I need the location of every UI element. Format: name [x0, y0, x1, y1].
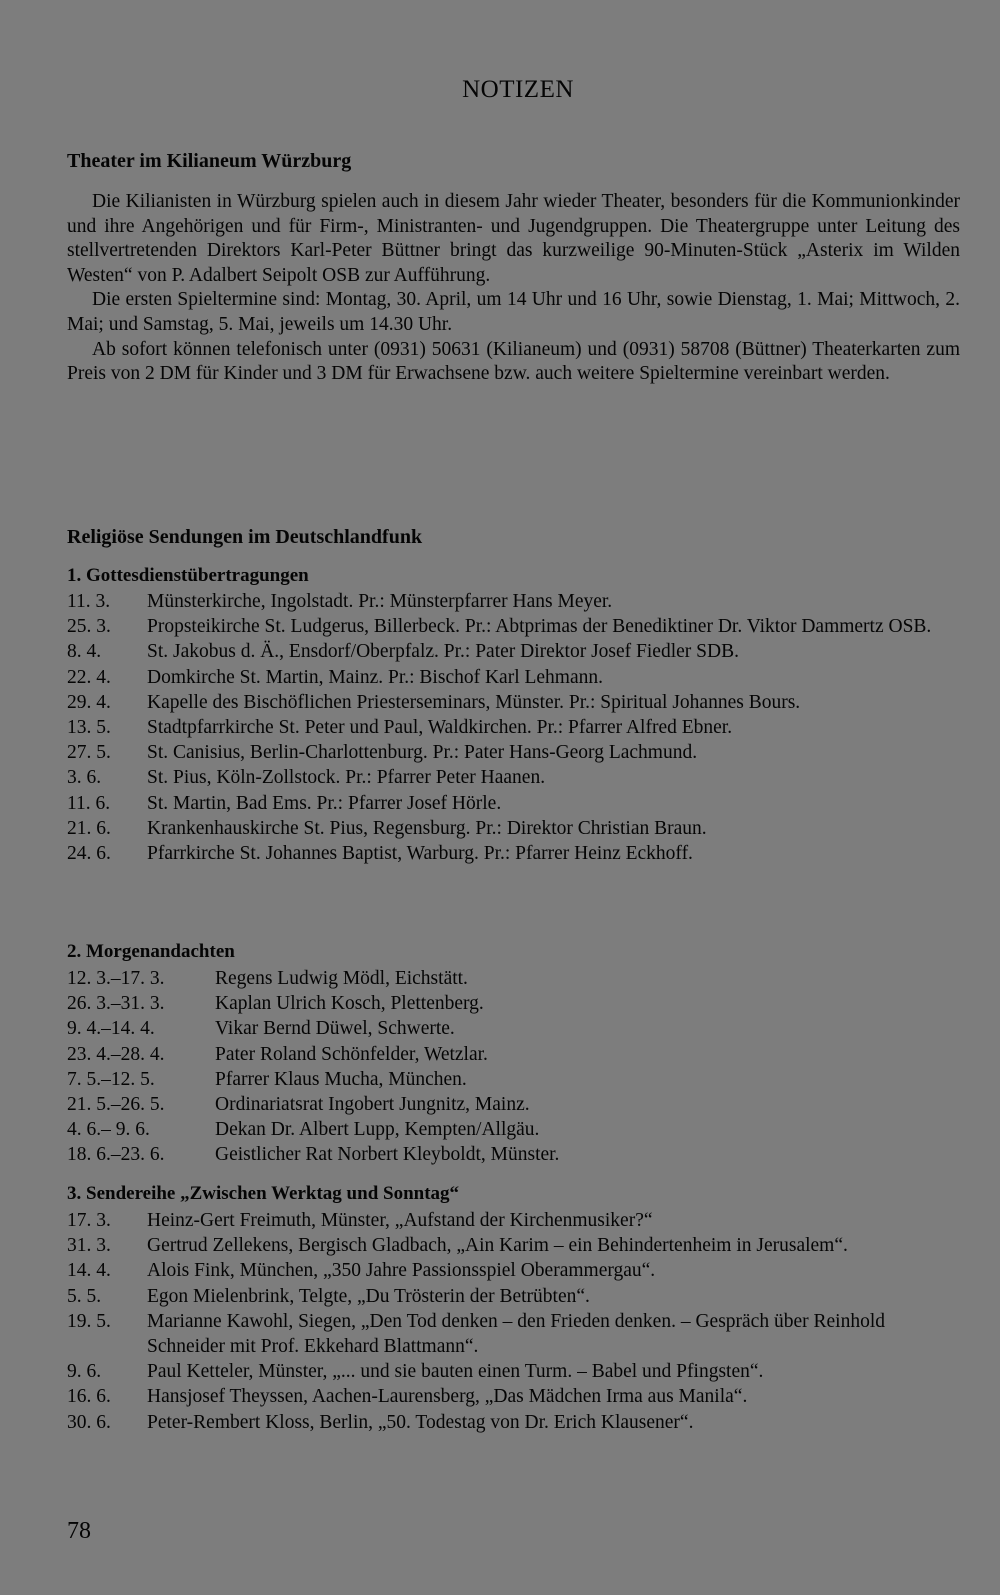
item-text: Pfarrkirche St. Johannes Baptist, Warburg. Pr.: Pfarrer Heinz Eckhoff. — [147, 843, 693, 865]
item-text: Domkirche St. Martin, Mainz. Pr.: Bischof Karl Lehmann. — [147, 666, 604, 688]
item-date: 18. 6.–23. 6. — [67, 1144, 165, 1166]
item-text: Dekan Dr. Albert Lupp, Kempten/Allgäu. — [215, 1119, 540, 1141]
list-item — [67, 1233, 962, 1258]
list-item — [67, 791, 962, 816]
section-title-series: 3. Sendereihe „Zwischen Werktag und Sonntag“ — [67, 1183, 460, 1204]
item-text: St. Martin, Bad Ems. Pr.: Pfarrer Josef Hörle. — [147, 792, 502, 814]
list-item — [67, 1359, 962, 1384]
item-date: 12. 3.–17. 3. — [67, 968, 165, 989]
item-date: 31. 3. — [67, 1235, 111, 1257]
list-item — [67, 1042, 962, 1067]
item-date: 21. 6. — [67, 817, 111, 839]
item-date: 24. 6. — [67, 843, 111, 865]
list-item — [67, 740, 962, 765]
item-text: Propsteikirche St. Ludgerus, Billerbeck. Pr.: Abtprimas der Benediktiner Dr. Viktor Dammertz OSB. — [147, 616, 932, 638]
item-date: 23. 4.–28. 4. — [67, 1043, 165, 1065]
item-text: Geistlicher Rat Norbert Kleyboldt, Münster. — [215, 1144, 560, 1166]
item-date: 5. 5. — [67, 1285, 102, 1307]
list-item — [67, 1142, 962, 1167]
item-text: Regens Ludwig Mödl, Eichstätt. — [215, 968, 468, 989]
list-item — [67, 1208, 962, 1233]
item-text: Marianne Kawohl, Siegen, „Den Tod denken – den Frieden denken. – Gespräch über Reinhold Schneider mit Prof. Ekkehard Blattmann“. — [147, 1310, 885, 1358]
item-text: Stadtpfarrkirche St. Peter und Paul, Waldkirchen. Pr.: Pfarrer Alfred Ebner. — [147, 717, 733, 739]
page-title: NOTIZEN — [462, 76, 574, 103]
item-date: 14. 4. — [67, 1260, 111, 1282]
item-date: 7. 5.–12. 5. — [67, 1068, 155, 1090]
list-item — [67, 841, 962, 866]
item-date: 11. 3. — [67, 591, 111, 612]
item-text: Kaplan Ulrich Kosch, Plettenberg. — [215, 993, 484, 1015]
item-date: 16. 6. — [67, 1386, 111, 1408]
list-item — [67, 614, 962, 639]
list-item — [67, 991, 962, 1016]
item-date: 3. 6. — [67, 767, 102, 789]
page-number: 78 — [67, 1518, 91, 1544]
item-date: 27. 5. — [67, 742, 111, 764]
item-date: 30. 6. — [67, 1411, 111, 1433]
list-item — [67, 1284, 962, 1309]
item-text: Alois Fink, München, „350 Jahre Passionsspiel Oberammergau“. — [147, 1260, 656, 1282]
item-text: St. Canisius, Berlin-Charlottenburg. Pr.: Pater Hans-Georg Lachmund. — [147, 742, 698, 764]
list-item — [67, 665, 962, 690]
article-paragraph-2: Die ersten Spieltermine sind: Montag, 30. April, um 14 Uhr und 16 Uhr, sowie Dienstag, 1. Mai; Mittwoch, 2. Mai; und Samstag, 5. Mai, jeweils um 14.30 Uhr. — [67, 289, 960, 335]
list-item — [67, 816, 962, 841]
item-text: Kapelle des Bischöflichen Priesterseminars, Münster. Pr.: Spiritual Johannes Bours. — [147, 691, 801, 713]
item-date: 9. 4.–14. 4. — [67, 1018, 155, 1040]
list-item — [67, 639, 962, 664]
item-date: 19. 5. — [67, 1310, 111, 1332]
item-text: Vikar Bernd Düwel, Schwerte. — [215, 1018, 455, 1040]
item-text: Hansjosef Theyssen, Aachen-Laurensberg, „Das Mädchen Irma aus Manila“. — [147, 1386, 748, 1408]
item-date: 22. 4. — [67, 666, 111, 688]
item-date: 8. 4. — [67, 641, 102, 663]
services-list — [67, 589, 962, 866]
list-item — [67, 1258, 962, 1283]
item-text: Gertrud Zellekens, Bergisch Gladbach, „Ain Karim – ein Behindertenheim in Jerusalem“. — [147, 1235, 848, 1257]
item-text: Münsterkirche, Ingolstadt. Pr.: Münsterpfarrer Hans Meyer. — [147, 591, 613, 612]
list-item — [67, 1117, 962, 1142]
broadcast-heading: Religiöse Sendungen im Deutschlandfunk — [67, 526, 423, 548]
item-text: Ordinariatsrat Ingobert Jungnitz, Mainz. — [215, 1094, 530, 1116]
item-date: 26. 3.–31. 3. — [67, 993, 165, 1015]
article-body — [67, 190, 960, 387]
list-item — [67, 589, 962, 614]
item-text: Peter-Rembert Kloss, Berlin, „50. Todestag von Dr. Erich Klausener“. — [147, 1411, 694, 1433]
series-list — [67, 1208, 962, 1435]
section-title-morning: 2. Morgenandachten — [67, 941, 235, 962]
item-text: St. Pius, Köln-Zollstock. Pr.: Pfarrer Peter Haanen. — [147, 767, 546, 789]
list-item — [67, 1410, 962, 1435]
article-heading: Theater im Kilianeum Würzburg — [67, 150, 352, 172]
section-title-services: 1. Gottesdienstübertragungen — [67, 565, 309, 586]
item-text: Egon Mielenbrink, Telgte, „Du Trösterin der Betrübten“. — [147, 1285, 590, 1307]
article-paragraph-1: Die Kilianisten in Würzburg spielen auch in diesem Jahr wieder Theater, besonders für die Kommunionkinder und ihre Angehörigen und für Firm-, Ministranten- und Jugendgruppen. Die Theatergruppe unter Leitung des stellvertretenden Direktors Karl-Peter Büttner bringt das kurzweilige 90-Minuten-Stück „Asterix im Wilden Westen“ von P. Adalbert Seipolt OSB zur Aufführung. — [67, 191, 960, 286]
morning-devotions-list — [67, 966, 962, 1168]
item-text: Heinz-Gert Freimuth, Münster, „Aufstand der Kirchenmusiker?“ — [147, 1210, 653, 1231]
item-text: Pfarrer Klaus Mucha, München. — [215, 1068, 467, 1090]
list-item — [67, 966, 962, 991]
item-text: Pater Roland Schönfelder, Wetzlar. — [215, 1043, 488, 1065]
list-item — [67, 1092, 962, 1117]
list-item — [67, 690, 962, 715]
item-date: 4. 6.– 9. 6. — [67, 1119, 150, 1141]
item-date: 11. 6. — [67, 792, 111, 814]
item-date: 29. 4. — [67, 691, 111, 713]
item-text: Paul Ketteler, Münster, „... und sie bauten einen Turm. – Babel und Pfingsten“. — [147, 1361, 764, 1383]
item-date: 13. 5. — [67, 717, 111, 739]
list-item — [67, 1067, 962, 1092]
item-date: 21. 5.–26. 5. — [67, 1094, 165, 1116]
item-date: 25. 3. — [67, 616, 111, 638]
item-date: 9. 6. — [67, 1361, 102, 1383]
item-text: Krankenhauskirche St. Pius, Regensburg. Pr.: Direktor Christian Braun. — [147, 817, 707, 839]
list-item — [67, 765, 962, 790]
article-paragraph-3: Ab sofort können telefonisch unter (0931) 50631 (Kilianeum) und (0931) 58708 (Büttner) Theaterkarten zum Preis von 2 DM für Kinder und 3 DM für Erwachsene bzw. auch weitere Spieltermine vereinbart werden. — [67, 338, 960, 385]
item-date: 17. 3. — [67, 1210, 111, 1231]
list-item — [67, 715, 962, 740]
item-text: St. Jakobus d. Ä., Ensdorf/Oberpfalz. Pr.: Pater Direktor Josef Fiedler SDB. — [147, 641, 739, 663]
list-item — [67, 1384, 962, 1409]
list-item — [67, 1309, 962, 1359]
list-item — [67, 1016, 962, 1041]
